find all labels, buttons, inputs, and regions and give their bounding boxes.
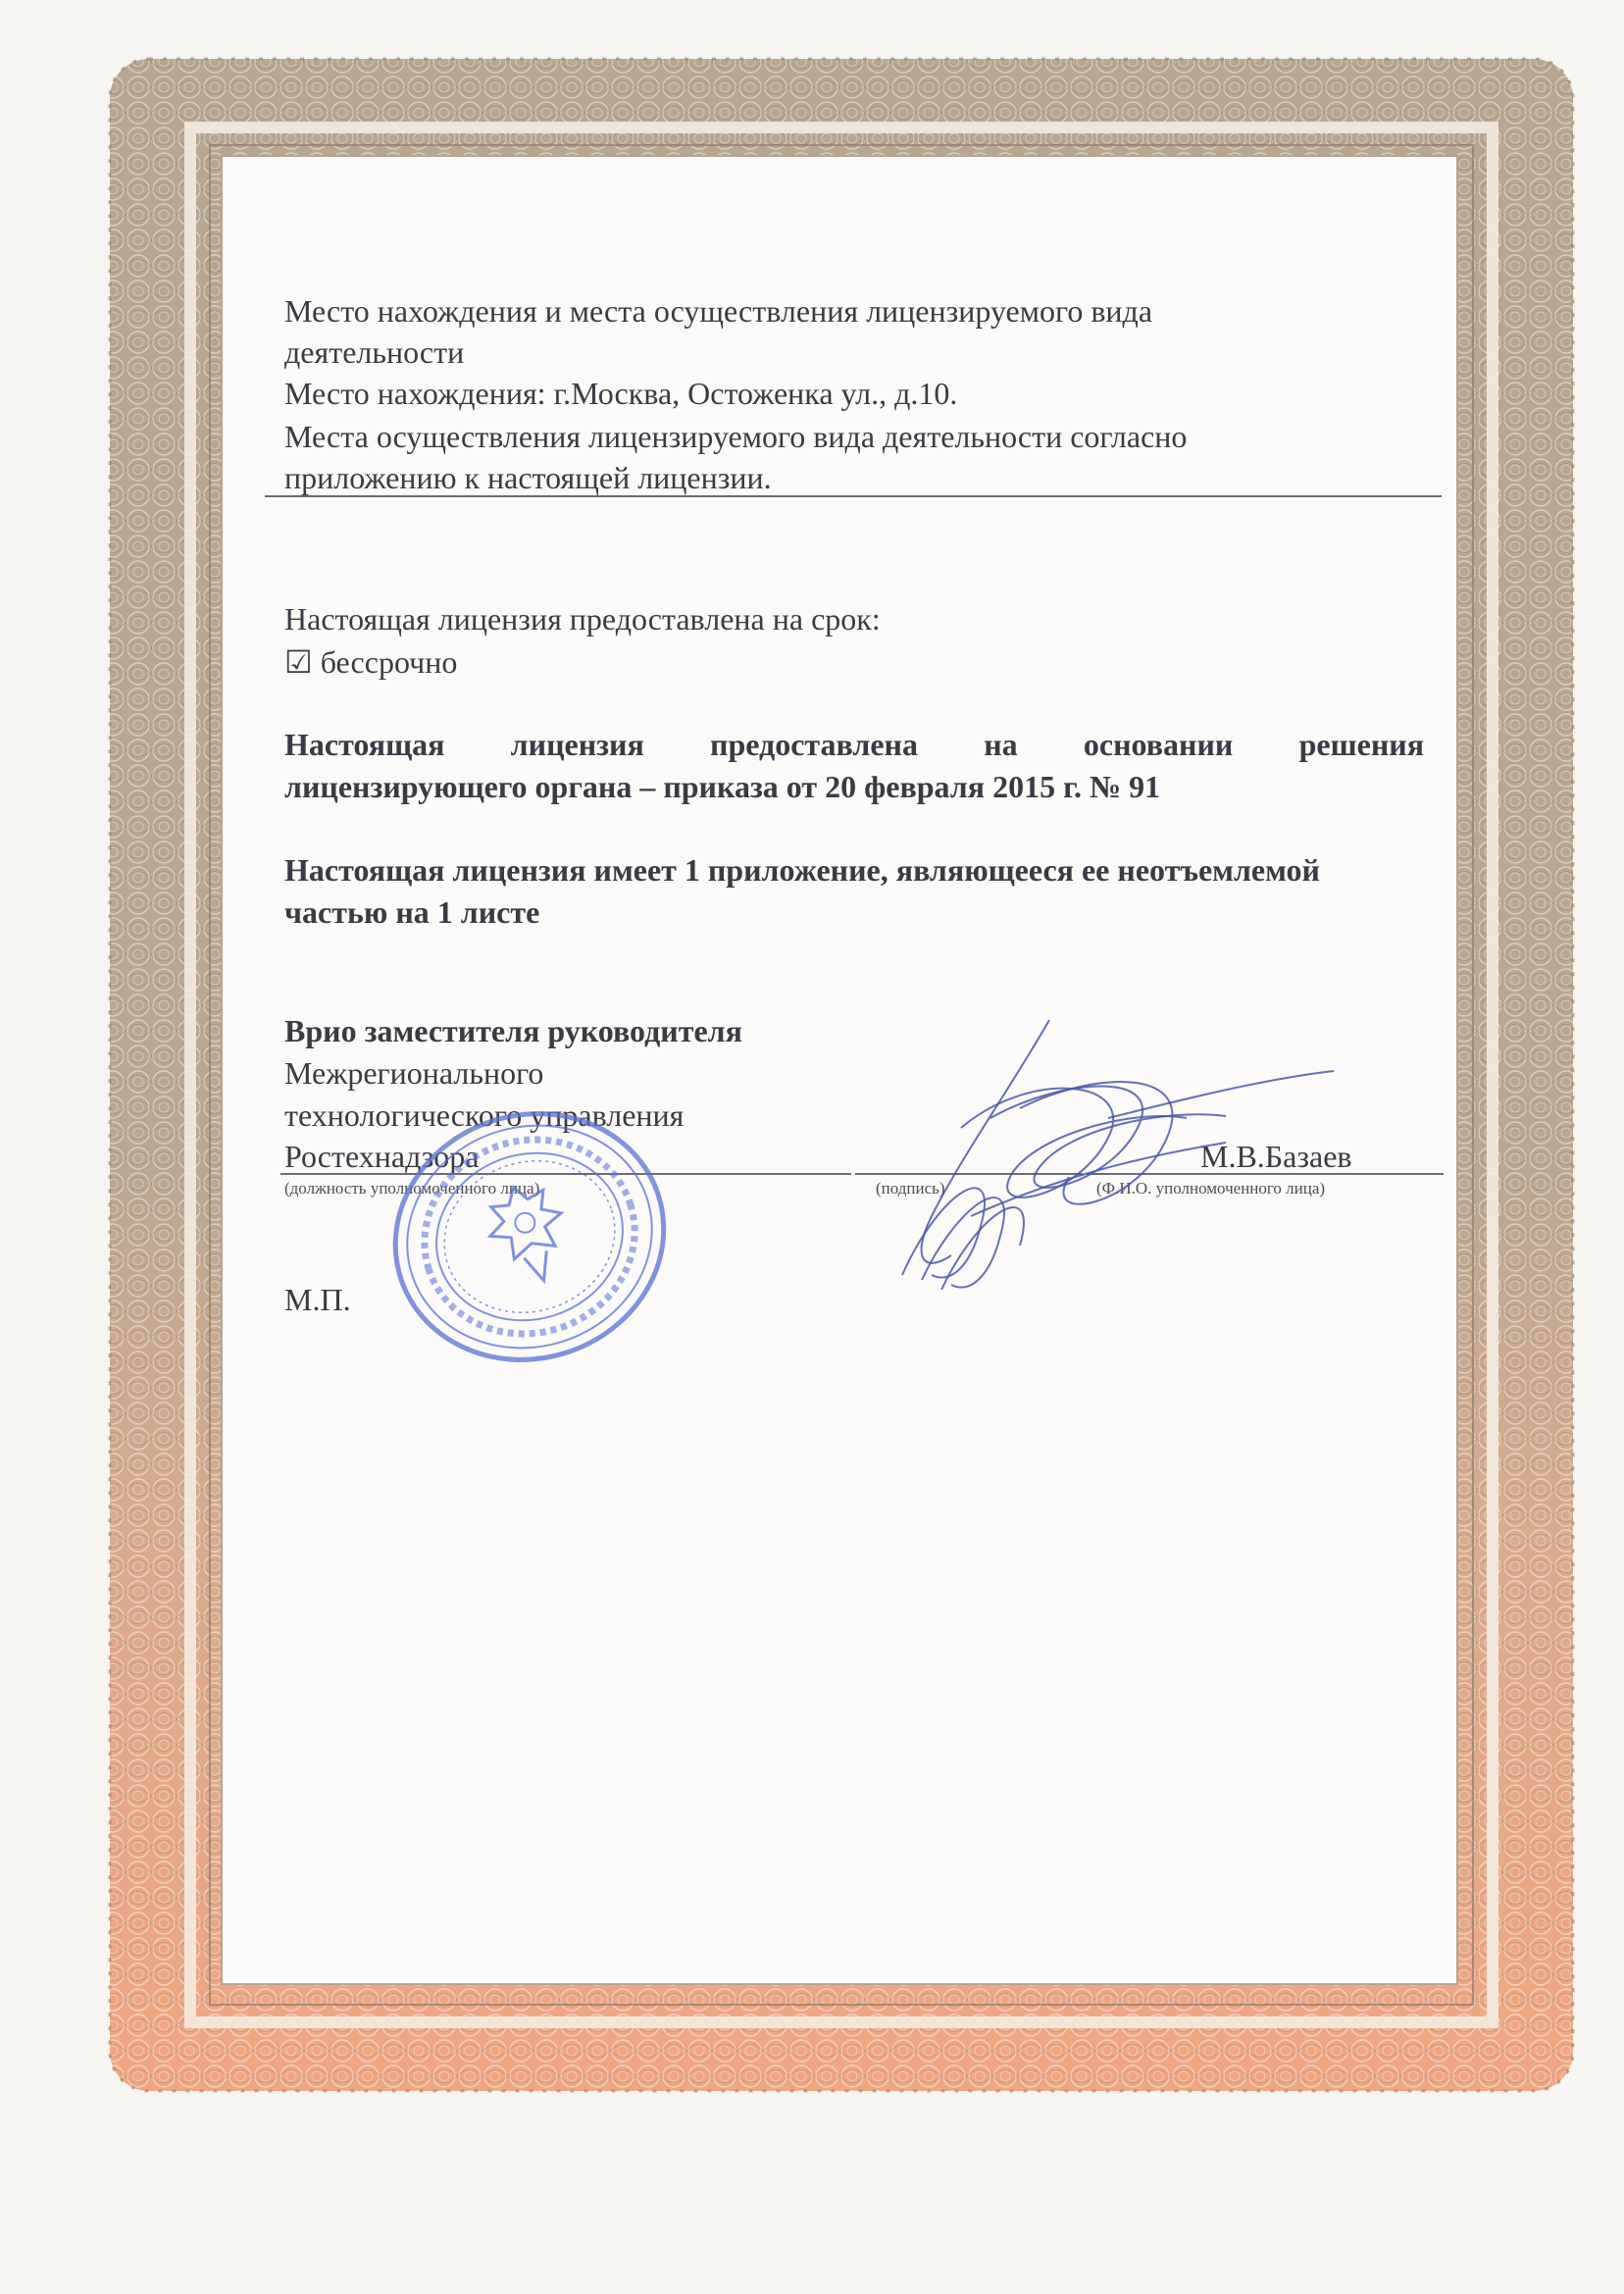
basis-line2: лицензирующего органа – приказа от 20 февраля 2015 г. № 91 — [284, 769, 1161, 804]
signatory-position-line1: Врио заместителя руководителя — [284, 1013, 742, 1048]
caption-name: (Ф.И.О. уполномоченного лица) — [1096, 1179, 1326, 1198]
attachment-line1: Настоящая лицензия имеет 1 приложение, являющееся ее неотъемлемой — [284, 852, 1320, 888]
caption-position: (должность уполномоченного лица) — [284, 1179, 540, 1198]
location-heading-line2: деятельности — [284, 334, 465, 370]
location-places-line1: Места осуществления лицензируемого вида деятельности согласно — [284, 419, 1188, 454]
term-option: бессрочно — [320, 644, 458, 680]
term-label: Настоящая лицензия предоставлена на срок: — [284, 601, 881, 637]
signatory-position-line4: Ростехнадзора — [284, 1139, 480, 1174]
stamp-mark: М.П. — [284, 1282, 351, 1317]
signatory-position-line3: технологического управления — [284, 1097, 685, 1133]
location-heading-line1: Место нахождения и места осуществления лицензируемого вида — [284, 293, 1153, 329]
location-address: Место нахождения: г.Москва, Остоженка ул., д.10. — [284, 376, 958, 411]
signatory-position-line2: Межрегионального — [284, 1055, 544, 1091]
location-underline — [265, 495, 1442, 497]
official-seal-icon — [384, 1106, 675, 1367]
caption-signature: (подпись) — [876, 1179, 945, 1198]
checkbox-checked-icon: ☑ — [284, 644, 313, 680]
basis-line1: Настоящая лицензия предоставлена на основании решения — [284, 727, 1424, 762]
signatory-name: М.В.Базаев — [1200, 1139, 1352, 1174]
location-places-line2: приложению к настоящей лицензии. — [284, 460, 772, 495]
handwritten-signature-icon — [814, 1010, 1363, 1304]
term-option-row — [284, 641, 457, 683]
attachment-line2: частью на 1 листе — [284, 894, 540, 930]
